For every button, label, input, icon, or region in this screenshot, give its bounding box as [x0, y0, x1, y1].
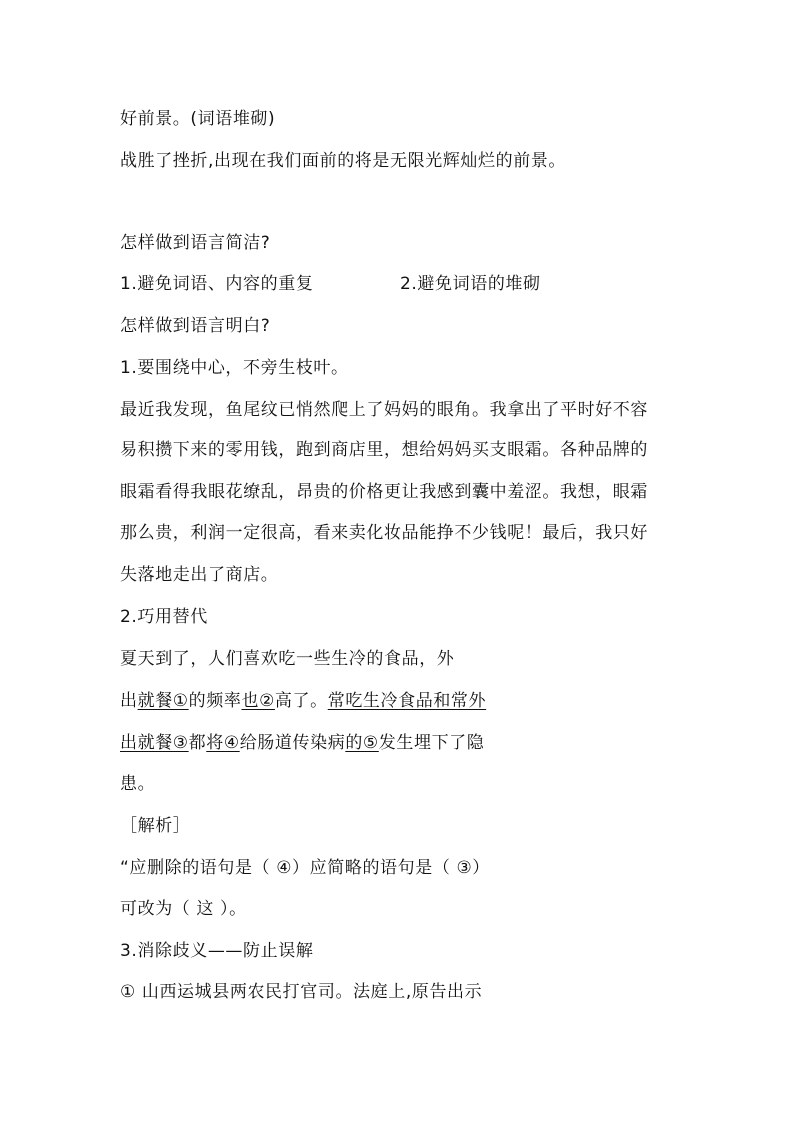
example-line: [120, 732, 484, 754]
paragraph-line: 失落地走出了商店。: [120, 565, 279, 585]
list-item: 2.巧用替代: [120, 607, 208, 627]
text-segment: 发生埋下了隐: [378, 733, 485, 753]
underlined-segment: 的⑤: [345, 733, 379, 753]
analysis-label: ［解析］: [120, 816, 191, 836]
text-segment: 高了。: [274, 691, 328, 711]
answer-line: “应删除的语句是（ ④）应简略的语句是（ ③）: [120, 858, 490, 878]
text-segment: 出: [120, 691, 138, 711]
text-line: 战胜了挫折,出现在我们面前的将是无限光辉灿烂的前景。: [120, 151, 567, 171]
example-line: 夏天到了，人们喜欢吃一些生冷的食品，外: [120, 649, 455, 669]
answer-line: 可改为（ 这 ）。: [120, 899, 247, 919]
question-heading: 怎样做到语言明白?: [120, 316, 271, 336]
text-segment: 都: [188, 733, 207, 753]
underlined-segment: 常吃生冷食品和常外: [327, 691, 487, 711]
list-row: [120, 273, 720, 295]
paragraph-line: 易积攒下来的零用钱，跑到商店里，想给妈妈买支眼霜。各种品牌的: [120, 440, 648, 460]
paragraph-line: 眼霜看得我眼花缭乱，昂贵的价格更让我感到囊中羞涩。我想，眼霜: [120, 482, 648, 502]
text-line: 好前景。(词语堆砌): [120, 109, 276, 129]
underlined-segment: 将④: [206, 733, 240, 753]
list-item: 1.避免词语、内容的重复: [120, 274, 314, 294]
example-line: [120, 690, 486, 712]
paragraph-line: 那么贵，利润一定很高，看来卖化妆品能挣不少钱呢！最后，我只好: [120, 523, 648, 543]
underlined-segment: 出就餐③: [120, 733, 189, 753]
underlined-segment: 就餐①: [137, 691, 189, 711]
underlined-segment: 也②: [241, 691, 275, 711]
example-line: 患。: [120, 774, 156, 794]
example-line: ① 山西运城县两农民打官司。法庭上,原告出示: [120, 982, 483, 1002]
paragraph-line: 最近我发现，鱼尾纹已悄然爬上了妈妈的眼角。我拿出了平时好不容: [120, 400, 648, 420]
question-heading: 怎样做到语言简洁?: [120, 233, 271, 253]
text-segment: 的频率: [188, 691, 242, 711]
list-item: 2.避免词语的堆砌: [400, 274, 541, 294]
list-item: 1.要围绕中心，不旁生枝叶。: [120, 358, 349, 378]
text-segment: 给肠道传染病: [239, 733, 346, 753]
list-item: 3.消除歧义——防止误解: [120, 941, 314, 961]
